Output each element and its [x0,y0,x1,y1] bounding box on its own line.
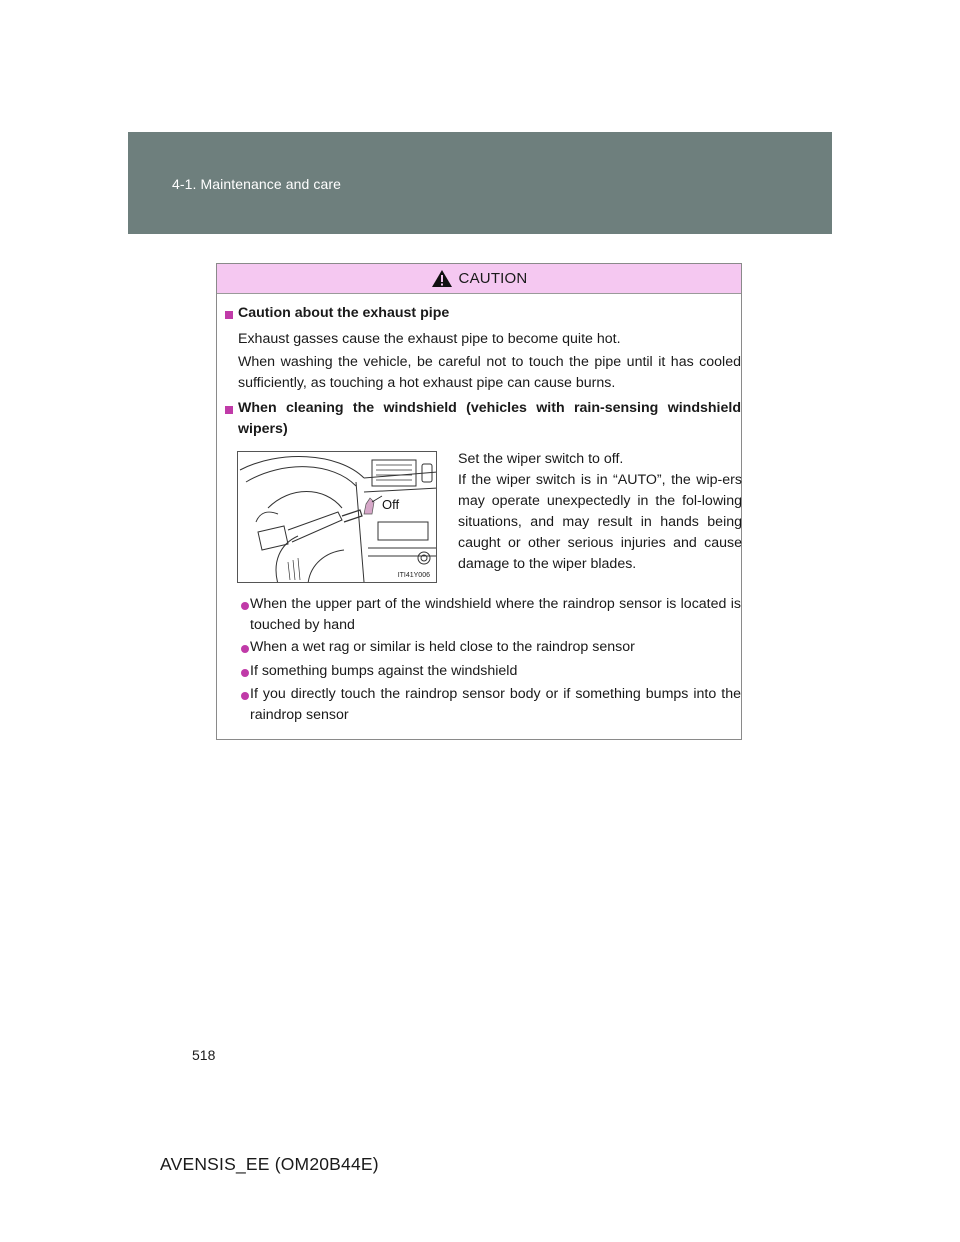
list-item: If you directly touch the raindrop sensor body or if something bumps into the raindrop sensor [250,686,741,723]
exhaust-paragraph-2: When washing the vehicle, be careful not to touch the pipe until it has cooled sufficiently, as touching a hot exhaust pipe can cause burns. [238,354,741,391]
list-item: When the upper part of the windshield where the raindrop sensor is located is touched by hand [250,596,741,633]
wiper-instruction: Set the wiper switch to off. [458,451,624,467]
list-bullet-icon [241,669,249,677]
section-title: 4-1. Maintenance and care [172,176,342,192]
list-item: If something bumps against the windshield [250,663,518,679]
list-item: When a wet rag or similar is held close to the raindrop sensor [250,639,635,655]
dashboard-line-art [238,452,437,583]
list-bullet-icon [241,692,249,700]
wiper-switch-illustration [237,451,437,583]
caution-title: CAUTION [458,270,528,287]
header-band [128,132,832,234]
windshield-heading: When cleaning the windshield (vehicles with rain-sensing windshield wipers) [238,400,741,437]
warning-triangle-icon [431,269,453,288]
off-callout-label: Off [382,497,400,512]
figure-code: ITI41Y006 [397,572,430,579]
wiper-warning: If the wiper switch is in “AUTO”, the wip-ers may operate unexpectedly in the fol-lowing situations, and may result in hands being caught or other serious injuries and cause damage to the wiper blades. [458,472,742,572]
list-bullet-icon [241,602,249,610]
list-bullet-icon [241,645,249,653]
section-bullet-icon [225,311,233,319]
caution-header [217,264,741,294]
exhaust-paragraph-1: Exhaust gasses cause the exhaust pipe to become quite hot. [238,331,621,347]
page-number: 518 [192,1047,216,1063]
exhaust-heading: Caution about the exhaust pipe [238,305,450,321]
caution-box [216,263,742,740]
section-bullet-icon [225,406,233,414]
footer-document-code: AVENSIS_EE (OM20B44E) [160,1154,379,1174]
